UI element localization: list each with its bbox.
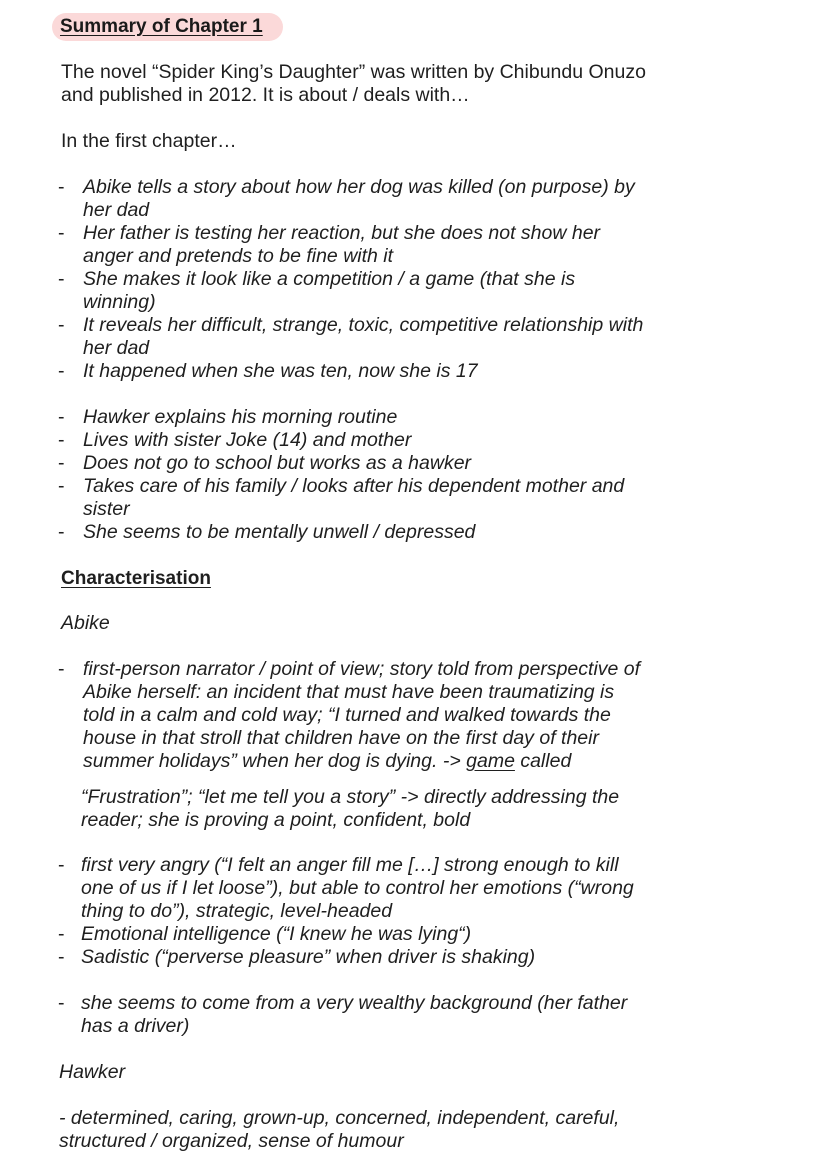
bullet-line: Abike herself: an incident that must have been traumatizing is: [83, 681, 615, 703]
bullet-line: It happened when she was ten, now she is 17: [83, 360, 478, 382]
bullet-dash: -: [58, 222, 65, 244]
page-title: Summary of Chapter 1: [60, 16, 263, 37]
bullet-line: thing to do”), strategic, level-headed: [81, 900, 393, 922]
abike-label: Abike: [61, 612, 110, 634]
first-chapter-label: In the first chapter…: [61, 130, 237, 152]
characterisation-heading: Characterisation: [61, 568, 211, 589]
bullet-line: anger and pretends to be fine with it: [83, 245, 394, 267]
bullet-dash: -: [58, 406, 65, 428]
bullet-dash: -: [58, 854, 65, 876]
bullet-text: summer holidays” when her dog is dying. ->: [83, 750, 467, 772]
intro-paragraph: [61, 61, 646, 107]
bullet-text: called: [514, 750, 572, 772]
bullet-line: sister: [83, 498, 130, 520]
bullet-line: first-person narrator / point of view; story told from perspective of: [83, 658, 641, 680]
bullet-line: Abike tells a story about how her dog was killed (on purpose) by: [83, 176, 635, 198]
hawker-line: structured / organized, sense of humour: [59, 1130, 404, 1152]
intro-line: and published in 2012. It is about / deals with…: [61, 84, 470, 106]
title-highlight: [52, 13, 283, 41]
bullet-line: Sadistic (“perverse pleasure” when driver is shaking): [81, 946, 536, 968]
bullet-line: has a driver): [81, 1015, 190, 1037]
narrator-continuation: [81, 786, 619, 832]
hawker-label: Hawker: [59, 1061, 126, 1083]
bullet-dash: -: [58, 452, 65, 474]
bullet-line: Lives with sister Joke (14) and mother: [83, 429, 412, 451]
bullet-line: She makes it look like a competition / a game (that she is: [83, 268, 576, 290]
bullet-line: one of us if I let loose”), but able to control her emotions (“wrong: [81, 877, 634, 899]
bullet-line: Hawker explains his morning routine: [83, 406, 398, 428]
bullet-dash: -: [58, 658, 65, 680]
hawker-traits: [59, 1107, 619, 1153]
bullet-line: She seems to be mentally unwell / depressed: [83, 521, 476, 543]
bullet-line: “Frustration”; “let me tell you a story” -> directly addressing the: [81, 786, 620, 808]
bullet-dash: -: [58, 360, 65, 382]
hawker-line: - determined, caring, grown-up, concerned, independent, careful,: [59, 1107, 620, 1129]
bullet-line: she seems to come from a very wealthy background (her father: [81, 992, 628, 1014]
bullet-dash: -: [58, 314, 65, 336]
bullet-dash: -: [58, 429, 65, 451]
underlined-word: game: [466, 750, 515, 772]
bullet-line: told in a calm and cold way; “I turned and walked towards the: [83, 704, 611, 726]
bullet-line: winning): [83, 291, 156, 313]
bullet-line: It reveals her difficult, strange, toxic, competitive relationship with: [83, 314, 644, 336]
bullet-dash: -: [58, 521, 65, 543]
bullet-dash: -: [58, 946, 65, 968]
bullet-line: Takes care of his family / looks after his dependent mother and: [83, 475, 625, 497]
bullet-line: first very angry (“I felt an anger fill me […] strong enough to kill: [81, 854, 619, 876]
bullet-line: house in that stroll that children have on the first day of their: [83, 727, 599, 749]
bullet-line: Emotional intelligence (“I knew he was lying“): [81, 923, 472, 945]
intro-line: The novel “Spider King’s Daughter” was written by Chibundu Onuzo: [61, 61, 646, 83]
bullet-dash: -: [58, 268, 65, 290]
bullet-line: her dad: [83, 199, 150, 221]
bullet-line: Does not go to school but works as a hawker: [83, 452, 472, 474]
bullet-dash: -: [58, 992, 65, 1014]
bullet-line: [83, 750, 640, 773]
bullet-line: Her father is testing her reaction, but she does not show her: [83, 222, 601, 244]
bullet-line: reader; she is proving a point, confident, bold: [81, 809, 471, 831]
bullet-line: her dad: [83, 337, 150, 359]
bullet-dash: -: [58, 475, 65, 497]
bullet-dash: -: [58, 923, 65, 945]
bullet-dash: -: [58, 176, 65, 198]
